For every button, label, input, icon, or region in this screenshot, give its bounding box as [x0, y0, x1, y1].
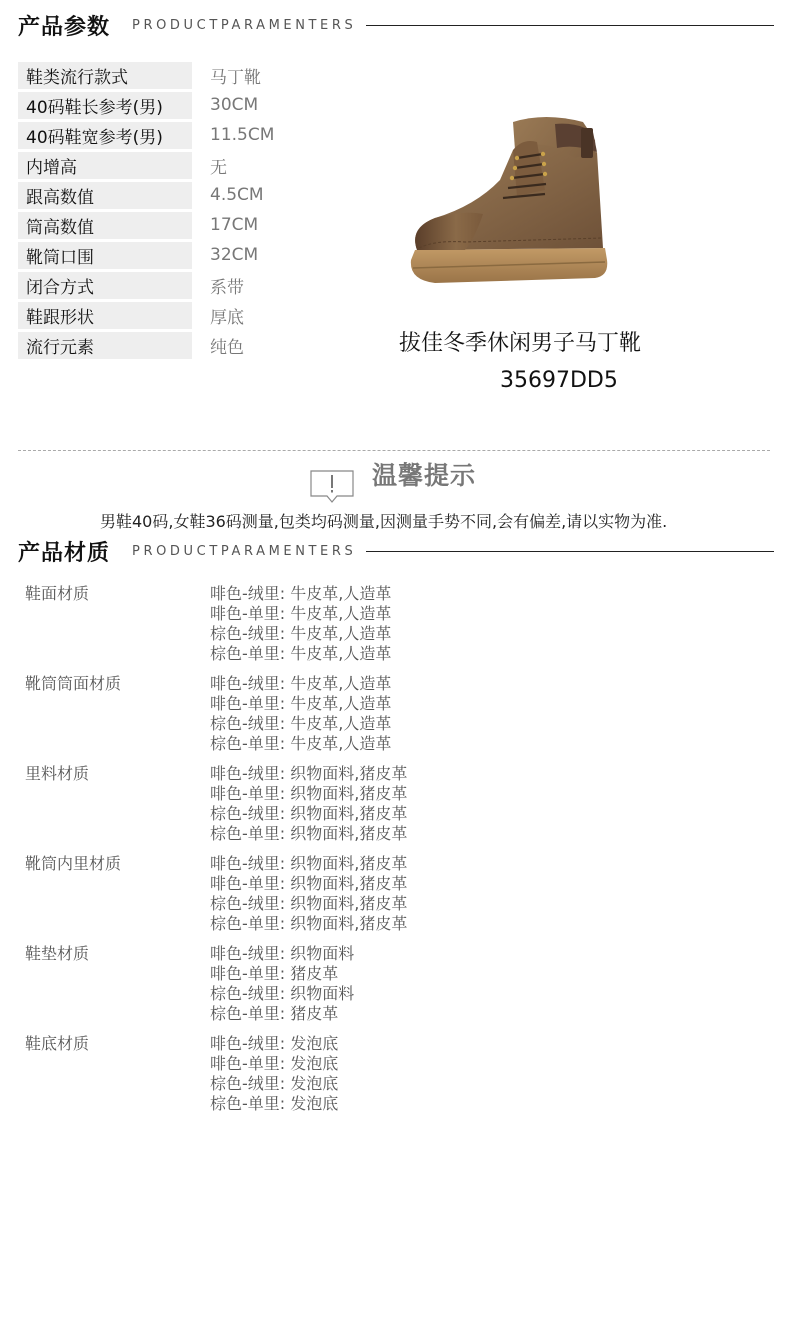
material-label: 鞋面材质 — [25, 584, 90, 603]
param-row — [18, 330, 368, 360]
material-group — [25, 584, 745, 664]
product-code: 35697DD5 — [500, 368, 618, 393]
params-section-subtitle: PRODUCTPARAMENTERS — [132, 17, 357, 33]
product-boot-image — [405, 110, 615, 290]
material-line: 啡色-单里: 牛皮革,人造革 — [210, 604, 392, 623]
material-line: 棕色-单里: 牛皮革,人造革 — [210, 644, 392, 663]
param-value: 厚底 — [210, 307, 244, 328]
section-divider — [366, 551, 774, 552]
material-group — [25, 674, 745, 754]
notice-title: 温馨提示 — [372, 461, 477, 490]
materials-section-title: 产品材质 — [18, 540, 111, 566]
material-line: 啡色-绒里: 牛皮革,人造革 — [210, 584, 392, 603]
param-label: 流行元素 — [18, 332, 192, 359]
param-row — [18, 150, 368, 180]
material-group — [25, 1034, 745, 1114]
param-label: 跟高数值 — [18, 182, 192, 209]
material-label: 鞋底材质 — [25, 1034, 90, 1053]
param-value: 纯色 — [210, 337, 244, 358]
param-value: 4.5CM — [210, 185, 264, 205]
param-value: 无 — [210, 157, 227, 178]
material-line: 啡色-单里: 发泡底 — [210, 1054, 339, 1073]
material-line: 啡色-单里: 织物面料,猪皮革 — [210, 784, 408, 803]
material-line: 棕色-单里: 织物面料,猪皮革 — [210, 914, 408, 933]
params-table — [18, 60, 368, 360]
param-row — [18, 270, 368, 300]
material-line: 啡色-绒里: 发泡底 — [210, 1034, 339, 1053]
material-label: 鞋垫材质 — [25, 944, 90, 963]
material-line: 啡色-单里: 织物面料,猪皮革 — [210, 874, 408, 893]
param-row — [18, 90, 368, 120]
material-label: 里料材质 — [25, 764, 90, 783]
param-value: 11.5CM — [210, 125, 275, 145]
material-line: 啡色-绒里: 织物面料 — [210, 944, 355, 963]
material-line: 棕色-单里: 牛皮革,人造革 — [210, 734, 392, 753]
material-line: 棕色-单里: 发泡底 — [210, 1094, 339, 1113]
material-line: 棕色-绒里: 牛皮革,人造革 — [210, 714, 392, 733]
param-label: 40码鞋长参考(男) — [18, 92, 192, 119]
product-name: 拔佳冬季休闲男子马丁靴 — [399, 331, 642, 356]
param-row — [18, 60, 368, 90]
materials-section-header — [18, 536, 774, 566]
material-line: 啡色-单里: 牛皮革,人造革 — [210, 694, 392, 713]
notice-text: 男鞋40码,女鞋36码测量,包类均码测量,因测量手势不同,会有偏差,请以实物为准. — [100, 512, 668, 531]
material-line: 啡色-单里: 猪皮革 — [210, 964, 339, 983]
param-label: 内增高 — [18, 152, 192, 179]
exclamation-speech-icon — [310, 470, 354, 504]
params-section-title: 产品参数 — [18, 14, 111, 40]
material-line: 啡色-绒里: 织物面料,猪皮革 — [210, 764, 408, 783]
materials-list — [25, 584, 745, 1124]
material-line: 棕色-绒里: 牛皮革,人造革 — [210, 624, 392, 643]
param-value: 17CM — [210, 215, 259, 235]
params-section-header — [18, 10, 774, 40]
dashed-divider — [18, 450, 770, 451]
param-row — [18, 240, 368, 270]
material-line: 啡色-绒里: 织物面料,猪皮革 — [210, 854, 408, 873]
param-label: 靴筒口围 — [18, 242, 192, 269]
param-row — [18, 210, 368, 240]
param-label: 筒高数值 — [18, 212, 192, 239]
materials-section-subtitle: PRODUCTPARAMENTERS — [132, 543, 357, 559]
material-line: 棕色-单里: 猪皮革 — [210, 1004, 339, 1023]
material-line: 啡色-绒里: 牛皮革,人造革 — [210, 674, 392, 693]
material-line: 棕色-绒里: 织物面料,猪皮革 — [210, 804, 408, 823]
material-label: 靴筒内里材质 — [25, 854, 122, 873]
material-group — [25, 944, 745, 1024]
param-value: 马丁靴 — [210, 67, 261, 88]
param-label: 40码鞋宽参考(男) — [18, 122, 192, 149]
param-value: 30CM — [210, 95, 259, 115]
param-row — [18, 120, 368, 150]
param-row — [18, 180, 368, 210]
param-label: 鞋跟形状 — [18, 302, 192, 329]
material-label: 靴筒筒面材质 — [25, 674, 122, 693]
material-line: 棕色-单里: 织物面料,猪皮革 — [210, 824, 408, 843]
param-label: 闭合方式 — [18, 272, 192, 299]
param-value: 系带 — [210, 277, 244, 298]
material-group — [25, 764, 745, 844]
param-value: 32CM — [210, 245, 259, 265]
param-label: 鞋类流行款式 — [18, 62, 192, 89]
material-line: 棕色-绒里: 发泡底 — [210, 1074, 339, 1093]
material-group — [25, 854, 745, 934]
material-line: 棕色-绒里: 织物面料,猪皮革 — [210, 894, 408, 913]
section-divider — [366, 25, 774, 26]
param-row — [18, 300, 368, 330]
material-line: 棕色-绒里: 织物面料 — [210, 984, 355, 1003]
